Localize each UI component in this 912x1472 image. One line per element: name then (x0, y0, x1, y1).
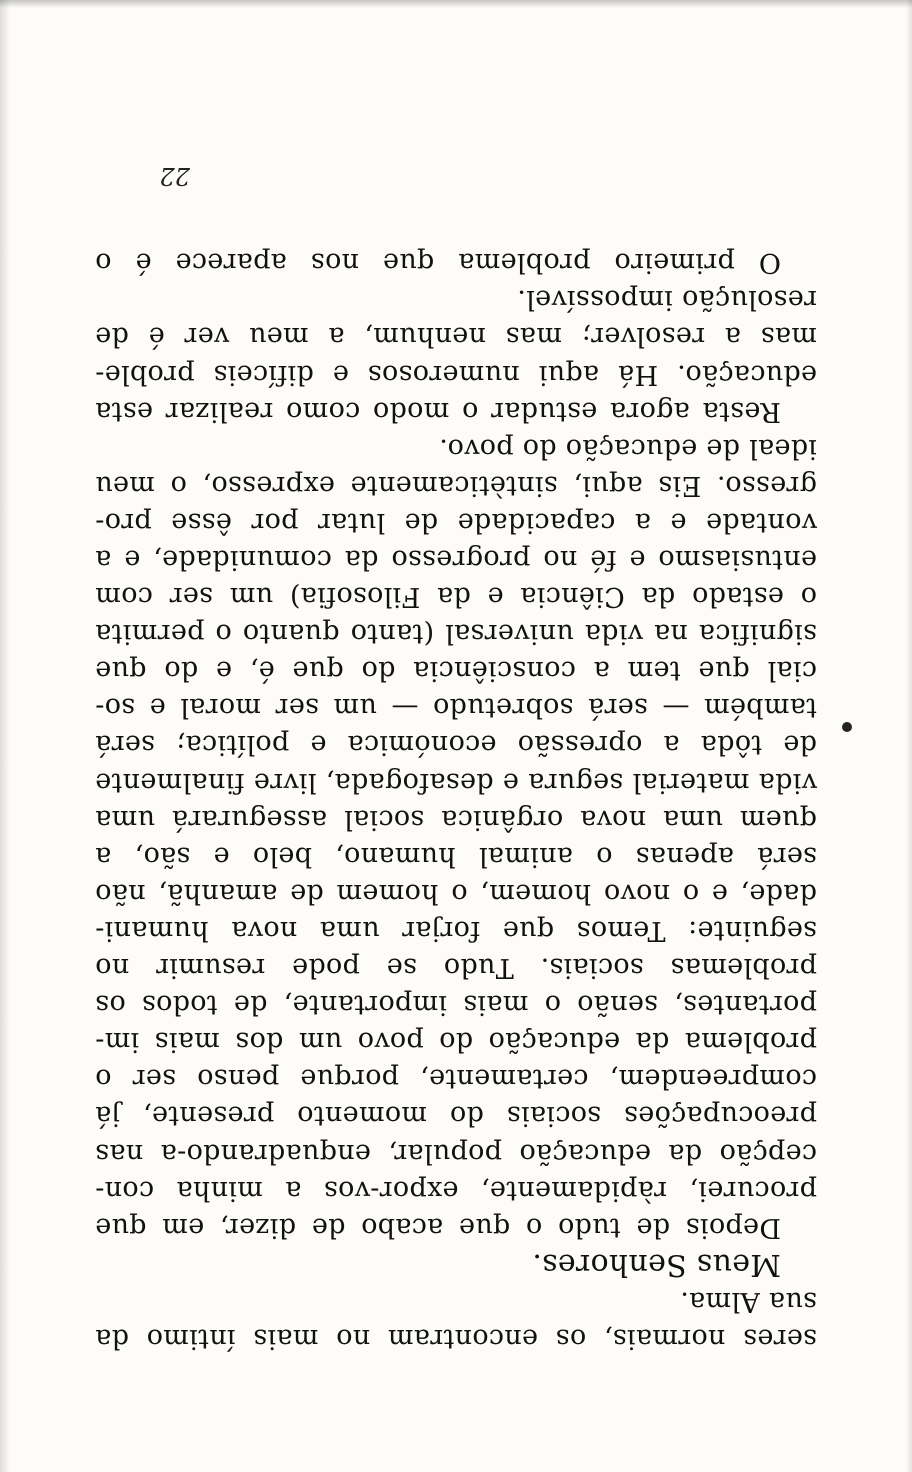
text-line: problema da educação do povo um dos mais im- (95, 1026, 817, 1058)
text-line: será apenas o animal humano, belo e são, a (95, 840, 817, 872)
text-line: entusiasmo e fé no progresso da comunidade, e a (95, 544, 817, 576)
text-line: de tôda a opressão económica e política; será (95, 729, 817, 761)
text-line: sua Alma. (679, 1285, 817, 1317)
text-line: ideal de educação do povo. (438, 432, 817, 464)
body-text (95, 244, 817, 1357)
text-line: procurei, ràpidamente, expor-vos a minha con- (95, 1174, 817, 1206)
text-line: seres normais, os encontram no mais íntimo da (95, 1323, 817, 1354)
text-line: resolução impossível. (517, 284, 817, 316)
text-line: vida material segura e desafogada, livre finalmente (95, 766, 817, 798)
text-line: seguinte: Temos que forjar uma nova humani- (95, 914, 817, 946)
text-line: portantes, senão o mais importante, de todos os (95, 989, 817, 1021)
salutation: Meus Senhores. (532, 1246, 781, 1282)
page-number: 22 (159, 162, 190, 190)
text-line: O primeiro problema que nos aparece é o (95, 247, 781, 279)
text-line: cepção da educação popular, enquadrando-a nas (95, 1137, 817, 1169)
text-line: dade, e o novo homem, o homem de amanhã, não (95, 877, 817, 909)
text-line: compreendem, certamente, porque penso ser o (95, 1063, 817, 1095)
text-line: quem uma nova orgânica social assegurará uma (95, 803, 817, 835)
text-line: problemas sociais. Tudo se pode resumir no (95, 952, 817, 984)
text-line: Resta agora estudar o modo como realizar esta (95, 395, 781, 427)
text-line: cial que tem a consciência do que é, e do que (95, 655, 817, 687)
text-line: também — será sobretudo — um ser moral e so- (95, 692, 817, 724)
text-line: educação. Há aqui numerosos e difíceis proble- (95, 358, 817, 390)
text-line: preocupações sociais do momento presente, já (95, 1100, 817, 1132)
ink-speck (842, 722, 852, 732)
text-line: Depois de tudo o que acabo de dizer, em que (95, 1211, 781, 1243)
text-line: o estado da Ciência e da Filosofia) um ser com (95, 581, 817, 613)
text-line: vontade e a capacidade de lutar por êsse pro- (95, 506, 817, 538)
text-line: mas a resolver; mas nenhum, a meu ver é de (95, 321, 817, 353)
text-line: gresso. Eis aqui, sintèticamente expresso, o meu (95, 469, 817, 501)
text-line: significa na vida universal (tanto quanto o permita (95, 618, 817, 650)
